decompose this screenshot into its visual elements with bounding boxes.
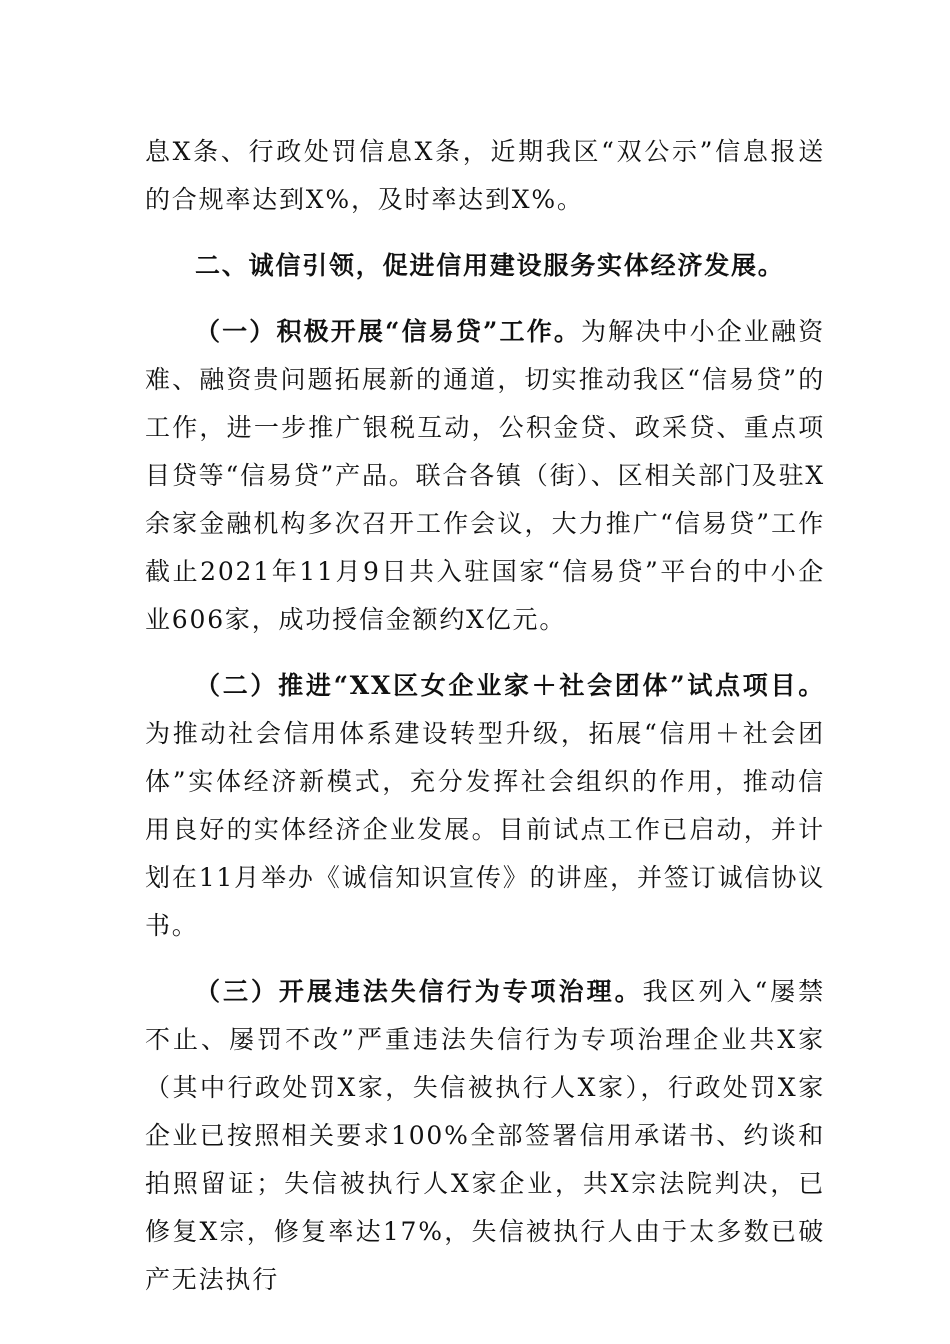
item-body-3: 我区列入“屡禁不止、屡罚不改”严重违法失信行为专项治理企业共X家（其中行政处罚X家，失信被执行人X家），行政处罚X家企业已按照相关要求100%全部签署信用承诺书、约谈和拍照留证；失信被执行人X家企业，共X宗法院判决，已修复X宗，修复率达17%，失信被执行人由于太多数已破产无法执行 xyxy=(145,977,825,1294)
item-paragraph-3 xyxy=(145,968,825,1304)
intro-paragraph: 息X条、行政处罚信息X条，近期我区“双公示”信息报送的合规率达到X%，及时率达到X%。 xyxy=(145,137,825,214)
item-body-1: 为解决中小企业融资难、融资贵问题拓展新的通道，切实推动我区“信易贷”的工作，进一步推广银税互动，公积金贷、政采贷、重点项目贷等“信易贷”产品。联合各镇（街）、区相关部门及驻X余家金融机构多次召开工作会议，大力推广“信易贷”工作截止2021年11月9日共入驻国家“信易贷”平台的中小企业606家，成功授信金额约X亿元。 xyxy=(145,317,825,634)
item-lead-1: （一）积极开展“信易贷”工作。 xyxy=(195,317,581,346)
item-paragraph-2 xyxy=(145,662,825,950)
document-body xyxy=(145,128,825,1322)
section-heading: 二、诚信引领，促进信用建设服务实体经济发展。 xyxy=(195,251,785,280)
item-paragraph-1 xyxy=(145,308,825,644)
item-lead-3: （三）开展违法失信行为专项治理。 xyxy=(195,977,643,1006)
item-body-2: 为推动社会信用体系建设转型升级，拓展“信用＋社会团体”实体经济新模式，充分发挥社会组织的作用，推动信用良好的实体经济企业发展。目前试点工作已启动，并计划在11月举办《诚信知识宣传》的讲座，并签订诚信协议书。 xyxy=(145,719,825,940)
item-lead-2: （二）推进“XX区女企业家＋社会团体”试点项目。 xyxy=(195,671,825,700)
